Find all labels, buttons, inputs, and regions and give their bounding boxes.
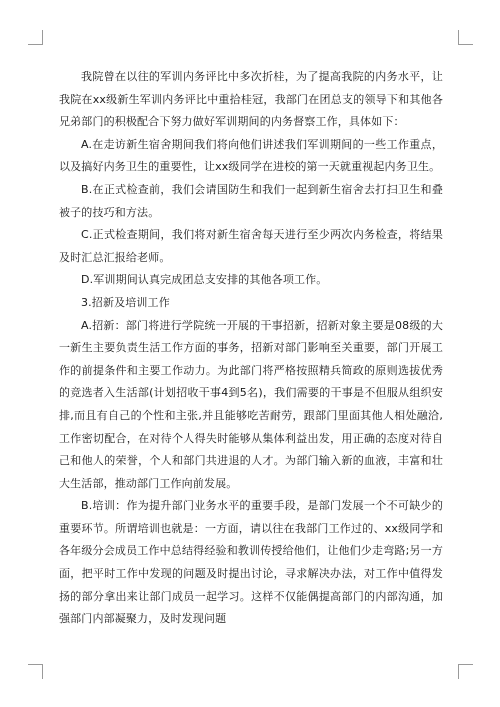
- paragraph-training: B.培训：作为提升部门业务水平的重要手段，是部门发展一个不可缺少的重要环节。所谓培训也就是：一方面，请以往在我部门工作过的、xx级同学和各年级分会成员工作中总结得经验和教训传授给他们，让他们少走弯路;另一方面，把平时工作中发现的问题及时提出讨论，寻求解决办法，对工作中值得发扬的部分拿出来让部门成员一起学习。这样不仅能偶提高部门的内部沟通，加强部门内部凝聚力，及时发现问题: [59, 499, 443, 626]
- crop-mark-top-left: [28, 30, 43, 45]
- paragraph-intro: 我院曾在以往的军训内务评比中多次折桂，为了提高我院的内务水平，让我院在xx级新生军训内务评比中重拾桂冠，我部门在团总支的领导下和其他各兄弟部门的积极配合下努力做好军训期间的内务督察工作，具体如下：: [59, 70, 443, 129]
- section-heading: 3.招新及培训工作: [81, 295, 170, 309]
- paragraph-item-d: D.军训期间认真完成团总支安排的其他各项工作。: [81, 273, 328, 287]
- paragraph-recruitment: A.招新：部门将进行学院统一开展的干事招新，招新对象主要是08级的大一新生主要负责生活工作方面的事务，招新对部门影响至关重要，部门开展工作的前提条件和主要工作动力。为此部门将严格按照精兵简政的原则选拔优秀的竞选者入生活部(计划招收干事4到5名)，我们需要的干事是不但服从组织安排,而且有自己的个性和主张,并且能够吃苦耐劳，跟部门里面其他人相处融洽,工作密切配合，在对待个人得失时能够从集体利益出发，用正确的态度对待自己和他人的荣誉，个人和部门共进退的人才。为部门输入新的血液，丰富和壮大生活部，推动部门工作向前发展。: [59, 318, 443, 490]
- crop-mark-bottom-left: [28, 664, 43, 679]
- paragraph-item-a: A.在走访新生宿舍期间我们将向他们讲述我们军训期间的一些工作重点，以及搞好内务卫生的重要性，让xx级同学在进校的第一天就重视起内务卫生。: [59, 137, 443, 174]
- paragraph-item-c: C.正式检查期间，我们将对新生宿舍每天进行至少两次内务检查，将结果及时汇总汇报给老师。: [59, 228, 443, 264]
- crop-mark-top-right: [458, 30, 473, 45]
- crop-mark-bottom-right: [458, 664, 473, 679]
- paragraph-item-b: B.在正式检查前，我们会请国防生和我们一起到新生宿舍去打扫卫生和叠被子的技巧和方法。: [59, 182, 443, 219]
- document-body: [59, 66, 443, 631]
